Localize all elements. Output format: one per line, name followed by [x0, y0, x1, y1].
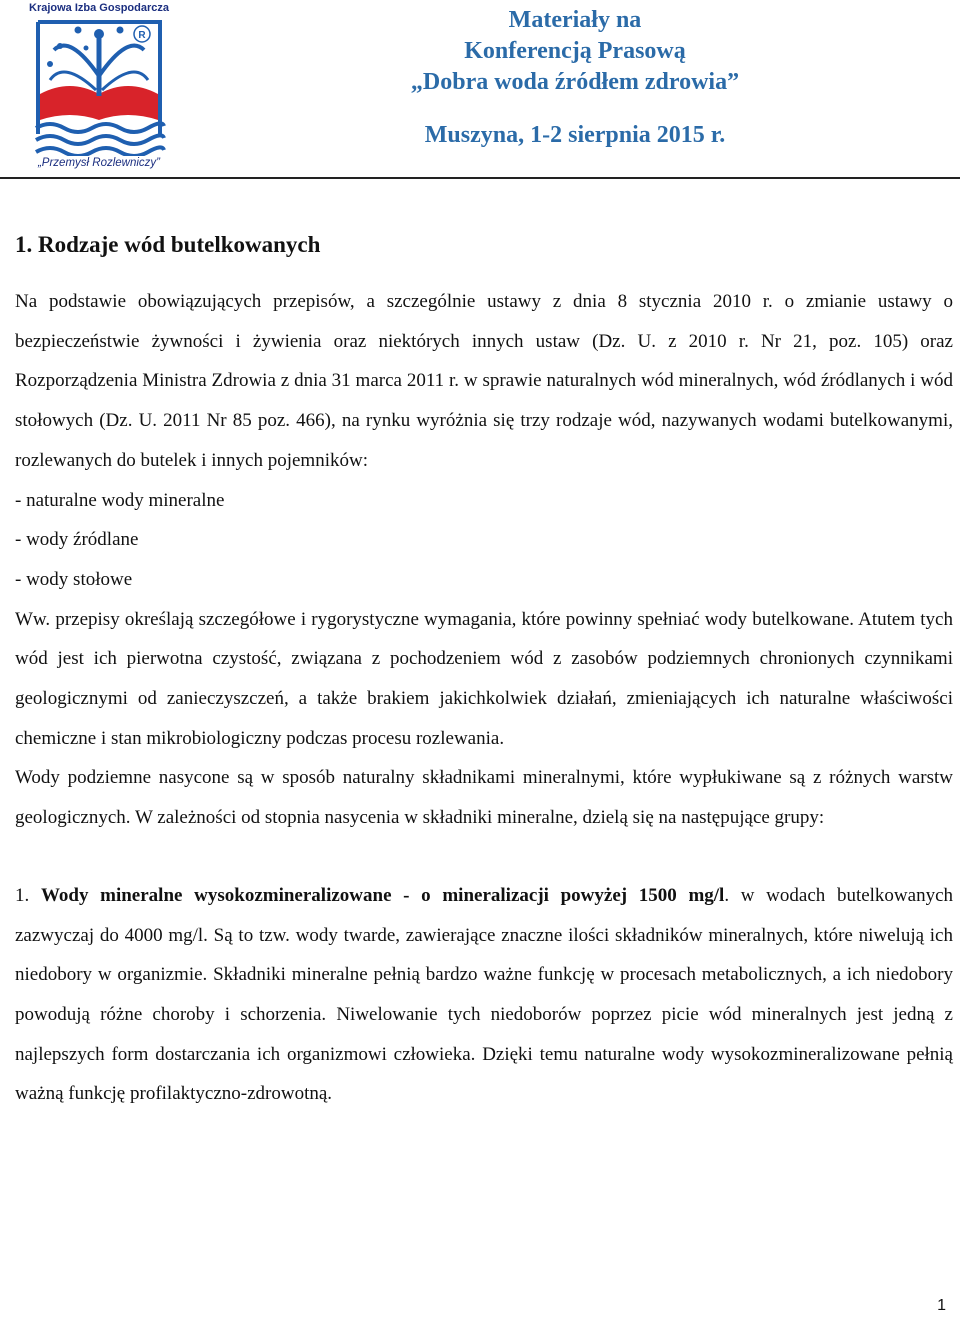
- kig-logo: [24, 2, 174, 174]
- paragraph-spacer: [15, 838, 953, 876]
- conference-venue-date: Muszyna, 1-2 sierpnia 2015 r.: [424, 122, 726, 148]
- list-item: - wody źródlane: [15, 529, 139, 551]
- logo-tagline: „Przemysł Rozlewniczy”: [37, 157, 161, 169]
- document-body: [15, 220, 953, 1114]
- list-item: - naturalne wody mineralne: [15, 489, 225, 511]
- section-heading: 1. Rodzaje wód butelkowanych: [15, 232, 321, 257]
- header-divider: [0, 177, 960, 179]
- requirements-paragraph: Ww. przepisy określają szczegółowe i rygorystyczne wymagania, które powinny spełniać wody butelkowane. Atutem tych wód jest ich pierwotna czystość, związana z pochodzeniem wód z zasobów podziemnych chronionych czynnikami geologicznymi od zanieczyszczeń, a także brakiem jakichkolwiek działań, zmieniających ich naturalne właściwości chemiczne i stan mikrobiologiczny podczas procesu rozlewania.: [15, 608, 953, 749]
- logo-org-name: Krajowa Izba Gospodarcza: [29, 2, 169, 14]
- fountain-logo-icon: [30, 16, 168, 156]
- registered-mark: R: [138, 30, 146, 41]
- title-line-1: Materiały na: [508, 7, 642, 33]
- document-header: [0, 0, 960, 178]
- conference-title: [360, 5, 790, 151]
- intro-paragraph: Na podstawie obowiązujących przepisów, a szczególnie ustawy z dnia 8 stycznia 2010 r. o zmianie ustawy o bezpieczeństwie żywności i żywienia oraz niektórych innych ustaw (Dz. U. z 2010 r. Nr 21, poz. 105) oraz Rozporządzenia Ministra Zdrowia z dnia 31 marca 2011 r. w sprawie naturalnych wód mineralnych, wód źródlanych i wód stołowych (Dz. U. 2011 Nr 85 poz. 466), na rynku wyróżnia się trzy rodzaje wód, nazywanych wodami butelkowanymi, rozlewanych do butelek i innych pojemników:: [15, 291, 953, 471]
- group-1-text: . w wodach butelkowanych zazwyczaj do 4000 mg/l. Są to tzw. wody twarde, zawierające znaczne ilości składników mineralnych, które niwelują ich niedobory w organizmie. Składniki mineralne pełnią bardzo ważne funkcję w procesach metabolicznych, a ich niedobory powodują różne choroby i schorzenia. Niwelowanie tych niedoborów poprzez picie wód mineralnych jest jedną z najlepszych form dostarczania ich organizmowi człowieka. Dzięki temu naturalne wody wysokozmineralizowane pełnią ważną funkcję profilaktyczno-zdrowotną.: [15, 884, 954, 1105]
- group-1-paragraph: [15, 876, 953, 1114]
- list-item: - wody stołowe: [15, 568, 133, 590]
- groundwater-paragraph: Wody podziemne nasycone są w sposób naturalny składnikami mineralnymi, które wypłukiwane są z różnych warstw geologicznych. W zależności od stopnia nasycenia w składniki mineralne, dzielą się na następujące grupy:: [15, 767, 953, 829]
- group-1-number: 1.: [15, 884, 41, 906]
- page-number: 1: [937, 1297, 946, 1314]
- title-line-3: „Dobra woda źródłem zdrowia”: [410, 69, 740, 95]
- title-line-2: Konferencją Prasową: [464, 38, 686, 64]
- group-1-bold-heading: Wody mineralne wysokozmineralizowane - o mineralizacji powyżej 1500 mg/l: [40, 884, 725, 906]
